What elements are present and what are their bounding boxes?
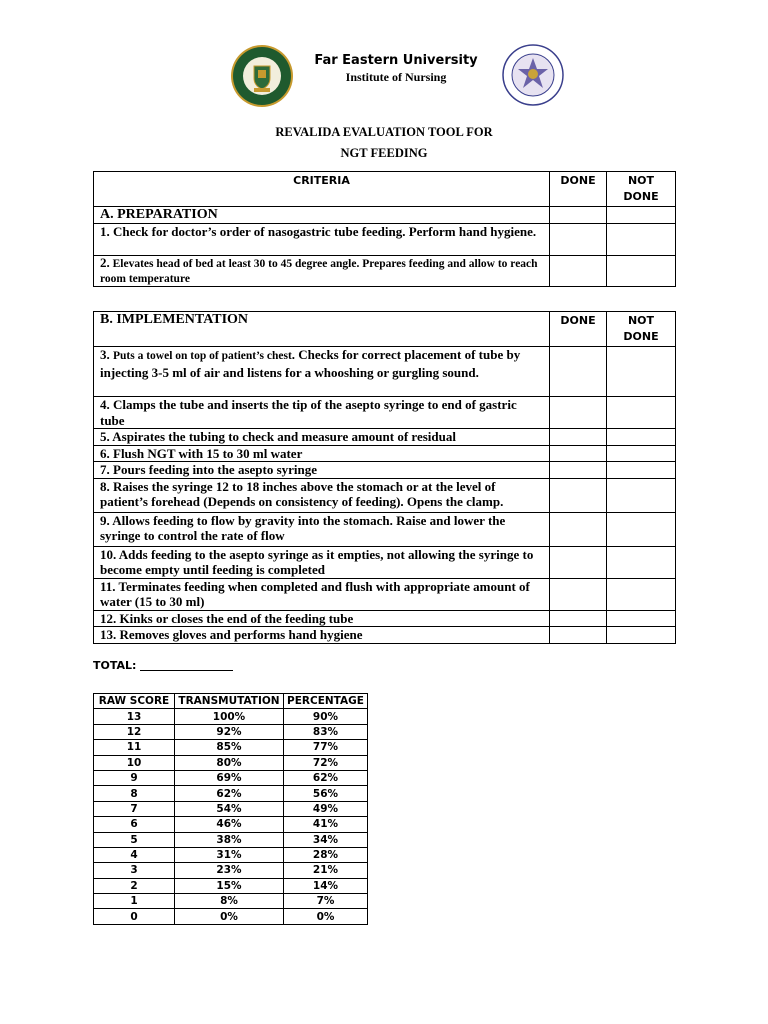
score-row	[94, 801, 368, 816]
not-done-cell[interactable]	[607, 347, 676, 397]
percentage-cell: 90%	[284, 709, 368, 724]
table-row	[94, 578, 676, 610]
score-row	[94, 770, 368, 785]
table-row	[94, 224, 676, 256]
criteria-item: 12. Kinks or closes the end of the feeding tube	[94, 610, 550, 627]
table-row	[94, 347, 676, 397]
table-row	[94, 462, 676, 479]
criteria-item	[94, 347, 550, 397]
score-row	[94, 709, 368, 724]
raw-score-cell: 1	[94, 894, 175, 909]
table-row	[94, 429, 676, 446]
nursing-seal-logo	[502, 44, 564, 106]
score-row	[94, 894, 368, 909]
section-heading-row	[94, 312, 676, 347]
criteria-header: CRITERIA	[94, 172, 550, 207]
done-cell[interactable]	[550, 224, 607, 256]
raw-score-cell: 12	[94, 724, 175, 739]
document-title-line2: NGT FEEDING	[340, 146, 428, 160]
raw-score-cell: 2	[94, 878, 175, 893]
criteria-item: 1. Check for doctor’s order of nasogastric tube feeding. Perform hand hygiene.	[94, 224, 550, 256]
table-row	[94, 610, 676, 627]
percentage-cell: 28%	[284, 847, 368, 862]
not-done-header: NOT DONE	[607, 172, 676, 207]
total-field	[93, 659, 233, 672]
implementation-heading: B. IMPLEMENTATION	[94, 312, 550, 347]
done-cell[interactable]	[550, 578, 607, 610]
percentage-header: PERCENTAGE	[284, 694, 368, 709]
not-done-cell[interactable]	[607, 578, 676, 610]
score-row	[94, 863, 368, 878]
transmutation-cell: 46%	[175, 817, 284, 832]
not-done-cell[interactable]	[607, 256, 676, 287]
department-name: Institute of Nursing	[345, 70, 447, 84]
table-row	[94, 512, 676, 546]
preparation-heading: A. PREPARATION	[94, 207, 550, 224]
transmutation-header: TRANSMUTATION	[175, 694, 284, 709]
percentage-cell: 14%	[284, 878, 368, 893]
criteria-item: 7. Pours feeding into the asepto syringe	[94, 462, 550, 479]
transmutation-cell: 15%	[175, 878, 284, 893]
table-row	[94, 478, 676, 512]
percentage-cell: 41%	[284, 817, 368, 832]
transmutation-cell: 85%	[175, 740, 284, 755]
preparation-table	[93, 171, 676, 287]
percentage-cell: 49%	[284, 801, 368, 816]
done-cell[interactable]	[550, 207, 607, 224]
done-cell[interactable]	[550, 478, 607, 512]
criteria-item: 4. Clamps the tube and inserts the tip of the asepto syringe to end of gastric tube	[94, 397, 550, 429]
done-cell[interactable]	[550, 347, 607, 397]
done-header: DONE	[550, 312, 607, 347]
done-cell[interactable]	[550, 546, 607, 578]
transmutation-cell: 80%	[175, 755, 284, 770]
not-done-header: NOT DONE	[607, 312, 676, 347]
criteria-item: 13. Removes gloves and performs hand hygiene	[94, 627, 550, 644]
total-label: TOTAL:	[93, 659, 137, 672]
done-cell[interactable]	[550, 462, 607, 479]
transmutation-cell: 62%	[175, 786, 284, 801]
raw-score-cell: 6	[94, 817, 175, 832]
score-row	[94, 909, 368, 924]
not-done-cell[interactable]	[607, 397, 676, 429]
criteria-item: 5. Aspirates the tubing to check and measure amount of residual	[94, 429, 550, 446]
item-text: . Checks for correct placement of tube by injecting 3-5 ml of air and listens for a whooshing or gurgling sound.	[100, 347, 521, 380]
criteria-item: 8. Raises the syringe 12 to 18 inches above the stomach or at the level of patient’s forehead (Depends on consistency of feeding). Opens the clamp.	[94, 478, 550, 512]
not-done-cell[interactable]	[607, 627, 676, 644]
criteria-item: 6. Flush NGT with 15 to 30 ml water	[94, 445, 550, 462]
not-done-cell[interactable]	[607, 207, 676, 224]
university-name: Far Eastern University	[314, 53, 478, 68]
raw-score-cell: 8	[94, 786, 175, 801]
criteria-item	[94, 256, 550, 287]
percentage-cell: 21%	[284, 863, 368, 878]
criteria-item: 9. Allows feeding to flow by gravity into the stomach. Raise and lower the syringe to control the rate of flow	[94, 512, 550, 546]
table-row	[94, 397, 676, 429]
not-done-cell[interactable]	[607, 429, 676, 446]
raw-score-cell: 11	[94, 740, 175, 755]
percentage-cell: 0%	[284, 909, 368, 924]
table-header-row	[94, 172, 676, 207]
raw-score-header: RAW SCORE	[94, 694, 175, 709]
criteria-item: 10. Adds feeding to the asepto syringe as it empties, not allowing the syringe to become empty until feeding is completed	[94, 546, 550, 578]
raw-score-cell: 7	[94, 801, 175, 816]
done-cell[interactable]	[550, 512, 607, 546]
percentage-cell: 7%	[284, 894, 368, 909]
score-row	[94, 878, 368, 893]
done-cell[interactable]	[550, 256, 607, 287]
not-done-cell[interactable]	[607, 224, 676, 256]
raw-score-cell: 13	[94, 709, 175, 724]
not-done-cell[interactable]	[607, 478, 676, 512]
item-number: 3.	[100, 347, 113, 362]
item-number: 2.	[100, 255, 110, 270]
table-row	[94, 627, 676, 644]
item-text: Elevates head of bed at least 30 to 45 degree angle. Prepares feeding and allow to reach room temperature	[100, 258, 538, 285]
not-done-cell[interactable]	[607, 462, 676, 479]
percentage-cell: 56%	[284, 786, 368, 801]
score-row	[94, 817, 368, 832]
raw-score-cell: 5	[94, 832, 175, 847]
done-cell[interactable]	[550, 610, 607, 627]
raw-score-cell: 10	[94, 755, 175, 770]
implementation-table	[93, 311, 676, 644]
score-row	[94, 724, 368, 739]
percentage-cell: 83%	[284, 724, 368, 739]
transmutation-cell: 100%	[175, 709, 284, 724]
total-blank-line[interactable]	[140, 659, 233, 671]
raw-score-cell: 4	[94, 847, 175, 862]
done-cell[interactable]	[550, 429, 607, 446]
score-row	[94, 832, 368, 847]
score-table-body	[94, 709, 368, 924]
transmutation-cell: 69%	[175, 770, 284, 785]
percentage-cell: 62%	[284, 770, 368, 785]
criteria-item: 11. Terminates feeding when completed and flush with appropriate amount of water (15 to 30 ml)	[94, 578, 550, 610]
table-row	[94, 546, 676, 578]
table-row	[94, 256, 676, 287]
transmutation-cell: 0%	[175, 909, 284, 924]
done-cell[interactable]	[550, 397, 607, 429]
not-done-cell[interactable]	[607, 512, 676, 546]
raw-score-cell: 0	[94, 909, 175, 924]
score-header-row	[94, 694, 368, 709]
raw-score-cell: 3	[94, 863, 175, 878]
document-title-line1: REVALIDA EVALUATION TOOL FOR	[275, 125, 493, 139]
transmutation-cell: 8%	[175, 894, 284, 909]
score-row	[94, 740, 368, 755]
section-heading-row	[94, 207, 676, 224]
score-row	[94, 847, 368, 862]
done-cell[interactable]	[550, 445, 607, 462]
percentage-cell: 72%	[284, 755, 368, 770]
transmutation-cell: 92%	[175, 724, 284, 739]
done-cell[interactable]	[550, 627, 607, 644]
table-row	[94, 445, 676, 462]
score-transmutation-table	[93, 693, 368, 925]
not-done-cell[interactable]	[607, 610, 676, 627]
percentage-cell: 34%	[284, 832, 368, 847]
feu-seal-logo	[230, 44, 294, 108]
done-header: DONE	[550, 172, 607, 207]
transmutation-cell: 54%	[175, 801, 284, 816]
raw-score-cell: 9	[94, 770, 175, 785]
transmutation-cell: 31%	[175, 847, 284, 862]
not-done-cell[interactable]	[607, 546, 676, 578]
transmutation-cell: 38%	[175, 832, 284, 847]
transmutation-cell: 23%	[175, 863, 284, 878]
not-done-cell[interactable]	[607, 445, 676, 462]
score-row	[94, 755, 368, 770]
percentage-cell: 77%	[284, 740, 368, 755]
score-row	[94, 786, 368, 801]
item-text: Puts a towel on top of patient’s chest	[113, 350, 292, 362]
